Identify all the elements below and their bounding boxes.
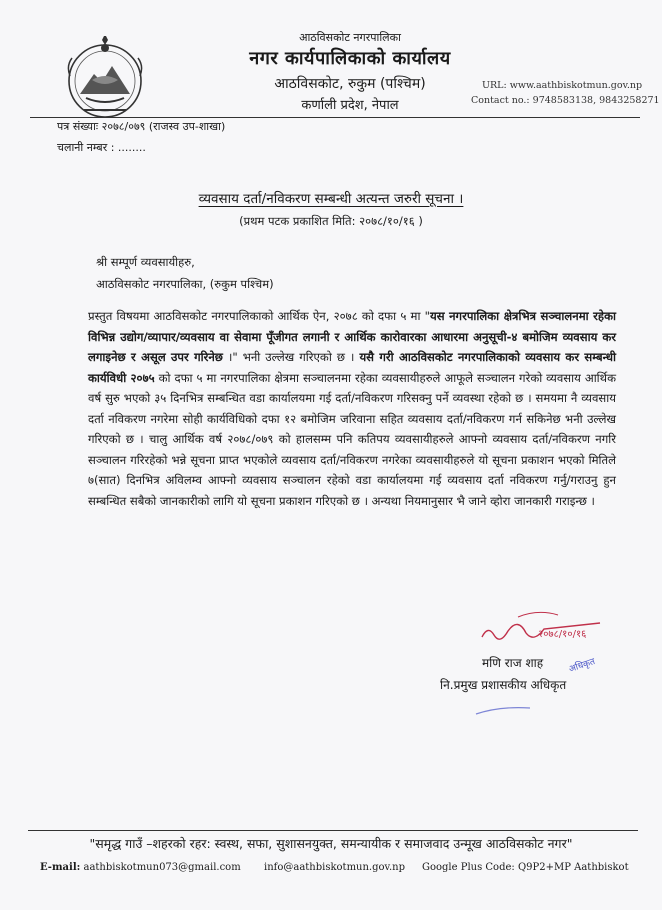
notice-subject: व्यवसाय दर्ता/नविकरण सम्बन्धी अत्यन्त जरुरी सूचना ।: [198, 191, 464, 207]
addressee-line-2: आठविसकोट नगरपालिका, (रुकुम पश्चिम): [96, 277, 274, 291]
footer-divider: [28, 830, 638, 831]
footer-email: [40, 862, 241, 873]
body-part-d-bold: यसै गरी आठविसकोट नगरपालिकाको व्यवसाय कर सम्बन्धी कार्यविधी २०७५: [88, 350, 616, 385]
office-title: नगर कार्यपालिकाको कार्यालय: [249, 48, 451, 69]
footer-slogan: "समृद्ध गाउँ –शहरको रहर: स्वस्थ, सफा, सुशासनयुक्त, समन्यायीक र समाजवाद उन्मूख आठविसकोट नगर": [89, 836, 573, 851]
body-part-c: ।" भनी उल्लेख गरिएको छ ।: [222, 350, 360, 364]
body-part-e: को दफा ५ मा नगरपालिका क्षेत्रमा सञ्चालनमा रहेका व्यवसायीहरुले आफूले सञ्चालन गरेको व्यवसाय आर्थिक वर्ष सुरु भएको ३५ दिनभित्र सम्बन्धित वडा कार्यालयमा गई दर्ता/नविकरण गरिसक्नु पर्ने व्यवस्था रहेको छ । समयमा नै व्यवसाय दर्ता नविकरण नगरेमा सोही कार्यविधिको दफा १२ बमोजिम जरिवाना सहित व्यवसाय दर्ता/नविकरण गर्न सकिनेछ भनी उल्लेख गरिएको छ । चालु आर्थिक वर्ष २०७८/०७९ को हालसम्म पनि कतिपय व्यवसायीहरुले आफ्नो व्यवसाय दर्ता/नविकरण नगरि सञ्चालन गरिरहेको भन्ने सूचना प्राप्त भएकोले व्यवसाय दर्ता/नविकरण नगरेका व्यवसायीहरुले यो सूचना प्रकाशन भएको मितिले ७(सात) दिनभित्र अविलम्व आफ्नो व्यवसाय सञ्चालन रहेको वडा कार्यालयमा गई व्यवसाय दर्ता नविकरण गर्नु/गराउनु हुन सम्बन्धित सबैको जानकारीको लागि यो सूचना प्रकाशन गरिएको छ । अन्यथा नियमानुसार भै जाने व्होरा जानकारी गराइन्छ ।: [88, 370, 616, 508]
website-url: URL: www.aathbiskotmun.gov.np: [482, 80, 643, 91]
letter-number: पत्र संख्याः २०७८/०७९ (राजस्व उप-शाखा): [57, 120, 226, 133]
nepal-emblem-icon: [62, 36, 148, 122]
municipality-name: आठविसकोट नगरपालिका: [299, 31, 401, 44]
email-label: E-mail:: [40, 862, 81, 873]
publication-date: (प्रथम पटक प्रकाशित मिति: २०७८/१०/१६ ): [239, 214, 423, 228]
info-email[interactable]: info@aathbiskotmun.gov.np: [264, 862, 406, 873]
plus-code: Google Plus Code: Q9P2+MP Aathbiskot: [422, 862, 629, 873]
signature-date: २०७८/१०/१६: [538, 629, 587, 640]
notice-body: [88, 306, 616, 511]
header-divider: [30, 117, 640, 118]
dispatch-number: चलानी नम्बर : ........: [57, 141, 146, 154]
address-line-2: कर्णाली प्रदेश, नेपाल: [301, 98, 399, 113]
body-part-a: प्रस्तुत विषयमा आठविसकोट नगरपालिकाको आर्थिक ऐन, २०७८ को दफा ५ मा ": [88, 309, 431, 323]
address-line-1: आठविसकोट, रुकुम (पश्चिम): [274, 76, 426, 92]
signatory-title: नि.प्रमुख प्रशासकीय अधिकृत: [440, 678, 567, 692]
stamp-text: अधिकृत: [567, 657, 597, 675]
signatory-name: मणि राज शाह: [482, 656, 544, 670]
addressee-line-1: श्री सम्पूर्ण व्यवसायीहरु,: [96, 255, 195, 269]
body-part-b-bold: यस नगरपालिका क्षेत्रभित्र सञ्चालनमा रहेका विभिन्न उद्योग/व्यापार/व्यवसाय वा सेवामा पूँजीगत लगानी र आर्थिक कारोवारका आधारमा अनुसूची-४ बमोजिम व्यवसाय कर लगाइनेछ र असूल उपर गरिनेछ: [88, 309, 616, 364]
email-address[interactable]: aathbiskotmun073@gmail.com: [80, 862, 241, 873]
contact-numbers: Contact no.: 9748583138, 9843258271: [471, 95, 660, 106]
